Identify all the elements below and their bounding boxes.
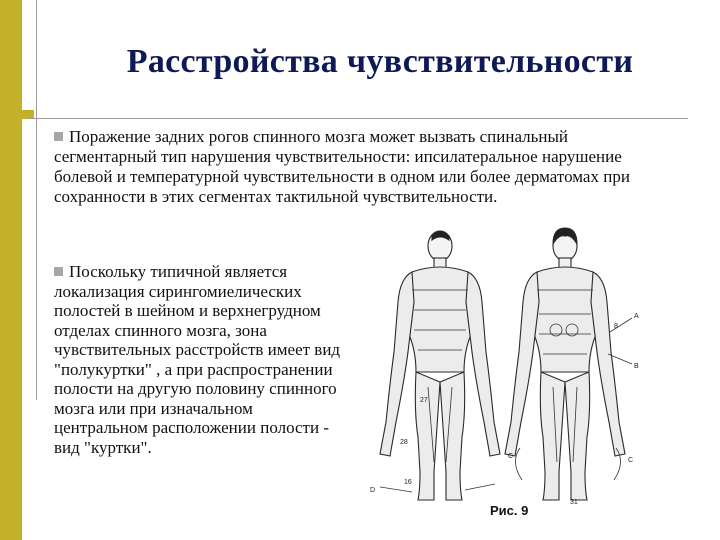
bullet-square-icon	[54, 267, 63, 276]
dermatome-figure	[360, 222, 660, 507]
label-b: B	[634, 363, 639, 370]
back-body-figure	[505, 228, 625, 500]
bullet-paragraph-2	[54, 262, 344, 457]
paragraph-1-text: Поражение задних рогов спинного мозга может вызвать спинальный сегментарный тип нарушения чувствительности: ипсилатеральное нарушение болевой и температурной чувствительности в одном или более дерматомах при сохранности в этих сегментах тактильной чувствительности.	[54, 127, 630, 206]
left-accent-bar	[0, 0, 22, 540]
bullet-square-icon	[54, 132, 63, 141]
label-c-right: C	[628, 457, 634, 464]
bullet-paragraph-1	[54, 127, 674, 207]
label-27: 27	[420, 397, 428, 404]
label-16: 16	[404, 479, 412, 486]
slide-title: Расстройства чувствительности	[126, 43, 634, 80]
label-8: 8	[614, 323, 618, 330]
paragraph-2-text: Поскольку типичной является локализация сирингомиелических полостей в шейном и верхнегрудном отделах спинного мозга, зона чувствительных расстройств имеет вид "полукуртки" , а при распространении полости на другую половину спинного мозга или при изначальном центральном расположении полости - вид "куртки".	[54, 262, 341, 457]
label-d: D	[370, 487, 376, 494]
title-underline	[28, 118, 688, 119]
front-body-figure	[380, 231, 500, 500]
label-a: A	[634, 313, 639, 320]
label-31: 31	[570, 499, 578, 506]
label-c-left: C	[508, 453, 514, 460]
label-28: 28	[400, 439, 408, 446]
figure-caption: Рис. 9	[490, 503, 529, 518]
